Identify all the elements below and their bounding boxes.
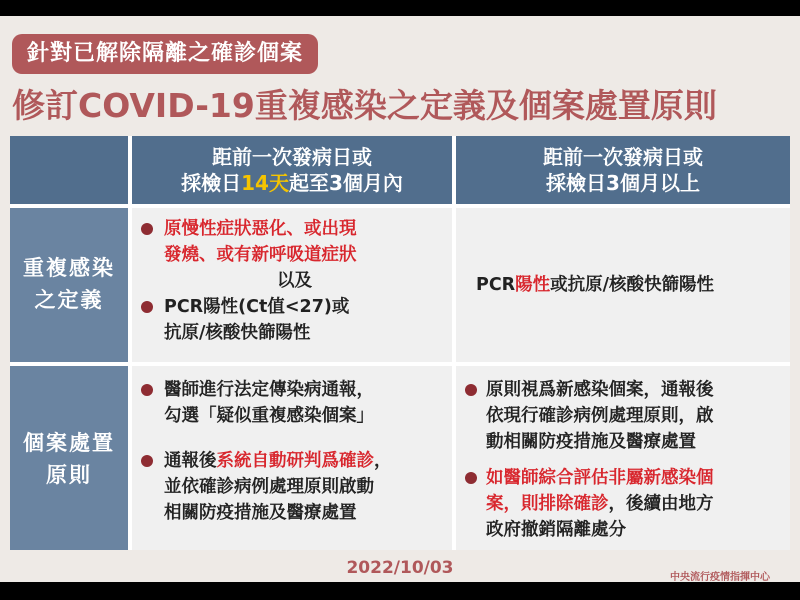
slide [0,16,800,582]
bullet-icon [141,301,153,313]
handling-right-cell: 原則視爲新感染個案，通報後 依現行確診病例處理原則，啟 動相關防疫措施及醫療處置 如醫師綜合評估非屬新感染個 案，則排除確診，後續由地方 政府撤銷隔離處分 [456,366,790,550]
bullet-icon [465,384,477,396]
definition-left-cell: 原慢性症狀惡化、或出現 發燒、或有新呼吸道症狀 以及 PCR陽性(Ct值<27)或 抗原/核酸快篩陽性 [132,208,452,362]
row-label-definition: 重複感染 之定義 [10,208,128,362]
rules-table [10,136,790,550]
organization-label: 中央流行疫情指揮中心 [670,572,770,582]
bullet-icon [141,455,153,467]
bullet-icon [141,223,153,235]
handling-left-cell: 醫師進行法定傳染病通報， 勾選「疑似重複感染個案」 通報後系統自動研判爲確診， 並依確診病例處理原則啟動 相關防疫措施及醫療處置 [132,366,452,550]
bullet-icon [141,384,153,396]
header-col2 [456,136,790,204]
header-col2-line2: 採檢日3個月以上 [546,171,700,195]
header-col1 [132,136,452,204]
header-col1-line1: 距前一次發病日或 [212,145,372,169]
header-col1-line2: 採檢日14天起至3個月內 [181,171,403,195]
highlight-14days: 14天 [241,171,289,195]
header-corner [10,136,128,204]
topic-tag: 針對已解除隔離之確診個案 [12,34,318,74]
publish-date: 2022/10/03 [346,558,454,578]
definition-right-cell: PCR陽性或抗原/核酸快篩陽性 [456,208,790,362]
page-title: 修訂COVID-19重複感染之定義及個案處置原則 [12,86,717,125]
header-col2-line1: 距前一次發病日或 [543,145,703,169]
bullet-icon [465,472,477,484]
row-label-handling: 個案處置 原則 [10,366,128,550]
